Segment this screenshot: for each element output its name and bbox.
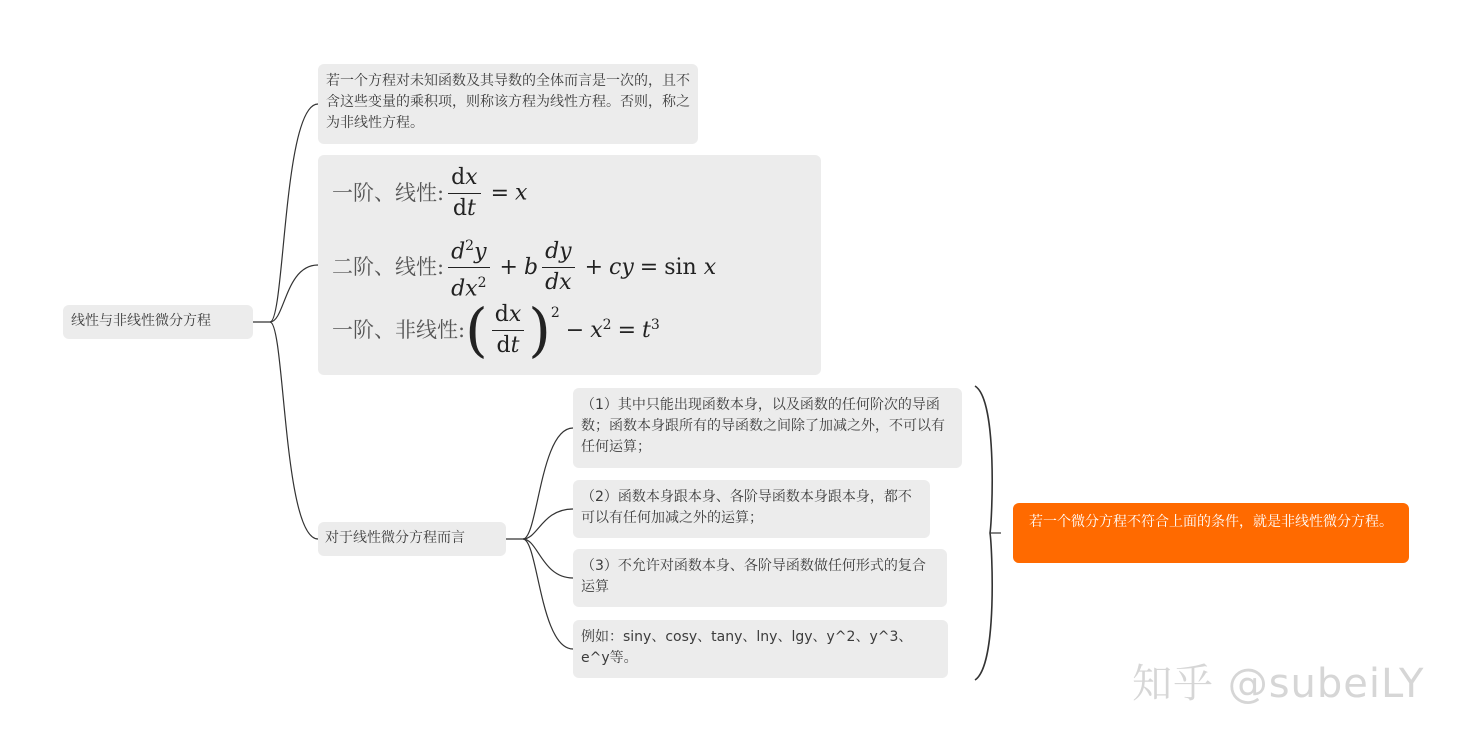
formula-first-linear — [332, 165, 527, 222]
watermark: 知乎 @subeiLY — [1132, 661, 1425, 707]
conclusion-node[interactable] — [1013, 503, 1409, 563]
formula-examples-node[interactable] — [318, 155, 821, 375]
first-linear-equation: $\frac{dx}{dt}$ = x — [444, 165, 527, 222]
condition-node-4[interactable] — [573, 620, 948, 678]
root-label: 线性与非线性微分方程 — [71, 313, 211, 329]
linear-label: 对于线性微分方程而言 — [325, 530, 465, 546]
condition-node-3[interactable] — [573, 549, 947, 607]
second-linear-equation: $\frac{d^2y}{dx^2}$ + b $\frac{dy}{dx}$ + cy = sin x — [444, 233, 716, 303]
condition-node-2[interactable] — [573, 480, 930, 538]
formula-second-linear — [332, 233, 716, 303]
first-nonlinear-equation: ( $\frac{dx}{dt}$ ) $^2$ − x $^2$ = t $^3$ — [465, 296, 660, 364]
definition-text: 若一个方程对未知函数及其导数的全体而言是一次的，且不含这些变量的乘积项，则称该方程为线性方程。否则，称之为非线性方程。 — [326, 73, 690, 131]
formula-first-nonlinear — [332, 296, 660, 364]
linear-node[interactable] — [318, 522, 506, 556]
root-node[interactable] — [63, 305, 253, 339]
condition-text: （3）不允许对函数本身、各阶导函数做任何形式的复合运算 — [581, 558, 926, 595]
condition-text: 例如：siny、cosy、tany、lny、lgy、y^2、y^3、e^y等。 — [581, 629, 913, 666]
first-linear-label: 一阶、线性: — [332, 181, 445, 205]
conclusion-text: 若一个微分方程不符合上面的条件，就是非线性微分方程。 — [1029, 514, 1393, 530]
definition-node[interactable] — [318, 64, 698, 144]
condition-text: （2）函数本身跟本身、各阶导函数本身跟本身，都不可以有任何加减之外的运算； — [581, 489, 912, 526]
first-nonlinear-label: 一阶、非线性: — [332, 317, 466, 342]
second-linear-label: 二阶、线性: — [332, 255, 445, 280]
condition-node-1[interactable] — [573, 388, 962, 468]
condition-text: （1）其中只能出现函数本身，以及函数的任何阶次的导函数；函数本身跟所有的导函数之间除了加减之外，不可以有任何运算； — [581, 397, 945, 455]
